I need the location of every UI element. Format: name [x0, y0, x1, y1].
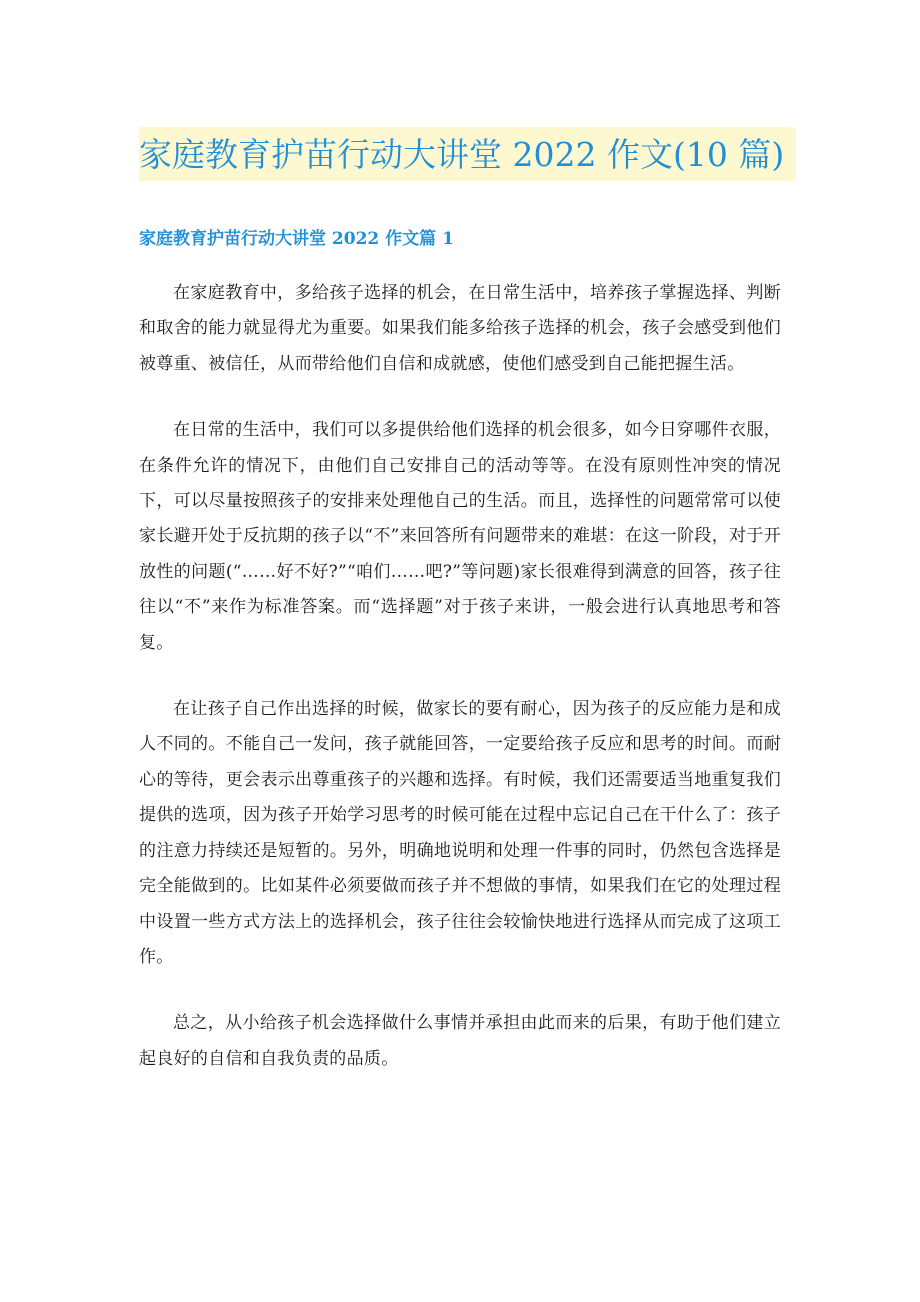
paragraph-1: 在家庭教育中，多给孩子选择的机会，在日常生活中，培养孩子掌握选择、判断和取舍的能力就显得尤为重要。如果我们能多给孩子选择的机会，孩子会感受到他们被尊重、被信任，从而带给他们自信和成就感，使他们感受到自己能把握生活。 — [139, 283, 781, 374]
document-title: 家庭教育护苗行动大讲堂 2022 作文(10 篇) — [139, 135, 785, 174]
body-text — [139, 276, 781, 1108]
paragraph-3: 在让孩子自己作出选择的时候，做家长的要有耐心，因为孩子的反应能力是和成人不同的。不能自己一发问，孩子就能回答，一定要给孩子反应和思考的时间。而耐心的等待，更会表示出尊重孩子的兴趣和选择。有时候，我们还需要适当地重复我们提供的选项，因为孩子开始学习思考的时候可能在过程中忘记自己在干什么了：孩子的注意力持续还是短暂的。另外，明确地说明和处理一件事的同时，仍然包含选择是完全能做到的。比如某件必须要做而孩子并不想做的事情，如果我们在它的处理过程中设置一些方式方法上的选择机会，孩子往往会较愉快地进行选择从而完成了这项工作。 — [139, 699, 781, 967]
paragraph-2: 在日常的生活中，我们可以多提供给他们选择的机会很多，如今日穿哪件衣服，在条件允许的情况下，由他们自己安排自己的活动等等。在没有原则性冲突的情况下，可以尽量按照孩子的安排来处理他自己的生活。而且，选择性的问题常常可以使家长避开处于反抗期的孩子以“不”来回答所有问题带来的难堪：在这一阶段，对于开放性的问题(“……好不好?”“咱们……吧?”等问题)家长很难得到满意的回答，孩子往往以“不”来作为标准答案。而“选择题”对于孩子来讲，一般会进行认真地思考和答复。 — [139, 420, 781, 653]
paragraph-4: 总之，从小给孩子机会选择做什么事情并承担由此而来的后果，有助于他们建立起良好的自信和自我负责的品质。 — [139, 1013, 781, 1069]
section-heading: 家庭教育护苗行动大讲堂 2022 作文篇 1 — [139, 229, 454, 249]
